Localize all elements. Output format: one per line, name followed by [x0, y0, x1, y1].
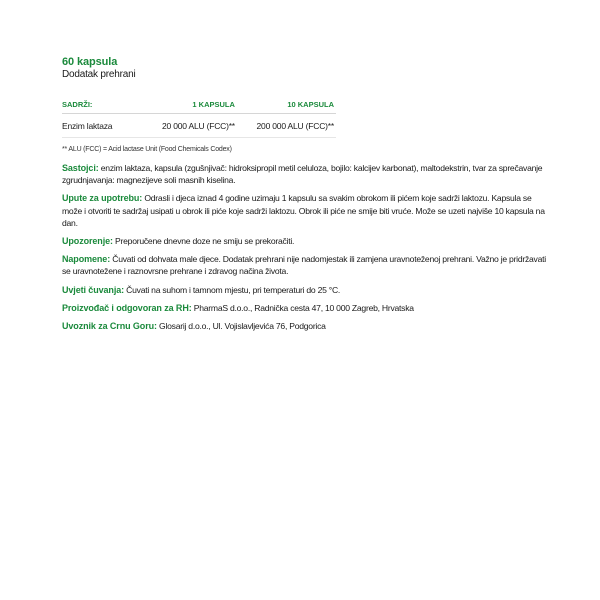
product-label	[62, 56, 552, 332]
section-heading: Upozorenje:	[62, 236, 113, 247]
table-cell: Enzim laktaza	[62, 114, 138, 138]
section-warning	[62, 235, 552, 247]
table-cell: 20 000 ALU (FCC)**	[138, 114, 237, 138]
section-importer	[62, 320, 552, 332]
table-header: 10 KAPSULA	[237, 98, 336, 114]
table-cell: 200 000 ALU (FCC)**	[237, 114, 336, 138]
table-header: 1 KAPSULA	[138, 98, 237, 114]
section-text: Preporučene dnevne doze ne smiju se prekoračiti.	[112, 236, 295, 247]
section-heading: Upute za upotrebu:	[62, 193, 143, 204]
section-manufacturer	[62, 302, 552, 314]
section-heading: Uvoznik za Crnu Goru:	[62, 321, 157, 332]
contents-table	[62, 98, 336, 138]
section-heading: Proizvođač i odgovoran za RH:	[62, 302, 192, 313]
product-subtitle: Dodatak prehrani	[62, 69, 136, 80]
table-row	[62, 114, 336, 138]
section-heading: Sastojci:	[62, 163, 99, 173]
section-directions	[62, 192, 552, 229]
section-notes	[62, 253, 552, 277]
table-header-row	[62, 98, 336, 114]
section-heading: Uvjeti čuvanja:	[62, 284, 125, 295]
table-footnote: ** ALU (FCC) = Acid lactase Unit (Food Chemicals Codex)	[62, 146, 232, 153]
section-ingredients	[62, 162, 552, 186]
product-title: 60 kapsula	[62, 56, 118, 68]
section-text: enzim laktaza, kapsula (zgušnjivač: hidroksipropil metil celuloza, bojilo: kalcijev karbonat), maltodekstrin, tvar za sprečavanje zgrudnjavanja: magnezijeve soli masnih kiselina.	[62, 163, 543, 186]
table-header: SADRŽI:	[62, 98, 138, 114]
section-text: Čuvati na suhom i tamnom mjestu, pri temperaturi do 25 °C.	[124, 284, 341, 295]
section-text: Odrasli i djeca iznad 4 godine uzimaju 1 kapsulu sa svakim obrokom ili pićem koje sadrži laktozu. Kapsula se može i otvoriti te sadržaj usipati u obrok ili piće koje sadrži laktozu. Obrok ili piće ne smije biti vruće. Može se uzeti najviše 10 kapsula na dan.	[62, 193, 545, 228]
section-text: PharmaS d.o.o., Radnička cesta 47, 10 000 Zagreb, Hrvatska	[191, 302, 414, 313]
section-storage	[62, 284, 552, 296]
section-text: Glosarij d.o.o., Ul. Vojislavljevića 76, Podgorica	[156, 321, 326, 332]
section-text: Čuvati od dohvata male djece. Dodatak prehrani nije nadomjestak ili zamjena uravnoteženoj prehrani. Važno je pridržavati se uravnotežene i raznovrsne prehrane i zdravog načina života.	[62, 254, 546, 277]
section-heading: Napomene:	[62, 254, 111, 265]
